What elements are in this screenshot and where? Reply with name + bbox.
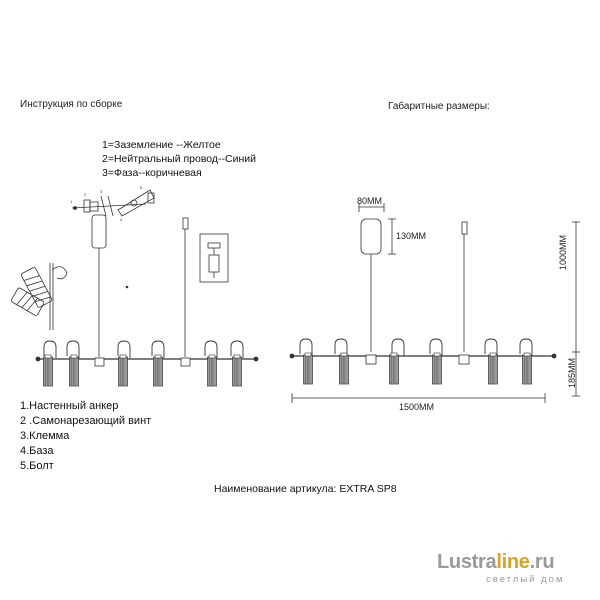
wiring-neutral: 2=Нейтральный провод--Синий — [102, 153, 257, 165]
svg-text:2: 2 — [84, 192, 87, 197]
drawing-dot — [126, 286, 128, 288]
length-dimension — [292, 393, 545, 403]
left-cable-clamp — [183, 218, 188, 229]
dim-canopy-width: 80MM — [357, 196, 383, 206]
left-shade — [70, 355, 79, 386]
right-shade — [304, 353, 313, 384]
left-shade — [44, 355, 53, 386]
dimensions-heading: Габаритные размеры: — [388, 101, 490, 112]
dim-length: 1500MM — [399, 402, 435, 412]
left-shade — [208, 355, 217, 386]
mounting-exploded-view — [70, 185, 154, 222]
svg-text:3: 3 — [100, 189, 103, 194]
wiring-ground: 1=Заземление --Желтое — [102, 139, 221, 151]
left-shade — [233, 355, 242, 386]
right-shade — [340, 353, 349, 384]
part-item-terminal: 3.Клемма — [20, 430, 70, 442]
left-canopy — [92, 215, 106, 248]
part-item-screw: 2 .Самонарезающий винт — [20, 415, 152, 427]
part-item-bolt: 5.Болт — [20, 460, 54, 472]
left-shade — [119, 355, 128, 386]
right-fixture — [290, 354, 556, 364]
part-item-base: 4.База — [20, 445, 54, 457]
svg-text:5: 5 — [140, 185, 143, 190]
svg-text:4: 4 — [120, 217, 123, 222]
right-shade — [489, 353, 498, 384]
connector-detail — [200, 234, 228, 282]
wall-mount-detail — [11, 263, 67, 330]
left-shade — [154, 355, 163, 386]
vertical-dimensions — [572, 222, 580, 396]
dim-fixture-height: 185MM — [567, 357, 577, 388]
left-shades — [44, 341, 244, 386]
right-shades — [300, 339, 532, 384]
right-canopy — [361, 219, 381, 254]
right-shade — [523, 353, 532, 384]
svg-text:1: 1 — [70, 199, 73, 204]
logo-subtitle: светлый дом — [486, 574, 565, 585]
right-shade — [390, 353, 399, 384]
right-shade — [433, 353, 442, 384]
logo-part-lustra: Lustra — [437, 551, 497, 573]
canopy-height-dimension — [388, 219, 396, 254]
logo-part-line: line — [496, 551, 530, 573]
right-cable-clamp — [462, 222, 467, 234]
wiring-phase: 3=Фаза--коричневая — [102, 167, 202, 179]
site-logo[interactable] — [437, 551, 554, 574]
logo-part-ru: .ru — [529, 551, 555, 573]
canopy-width-dimension — [359, 203, 384, 212]
assembly-heading: Инструкция по сборке — [20, 99, 123, 110]
dim-canopy-height: 130MM — [396, 231, 427, 241]
part-item-anchor: 1.Настенный анкер — [20, 400, 119, 412]
dim-suspension: 1000MM — [558, 234, 568, 270]
article-name: Наименование артикула: EXTRA SP8 — [214, 483, 397, 495]
